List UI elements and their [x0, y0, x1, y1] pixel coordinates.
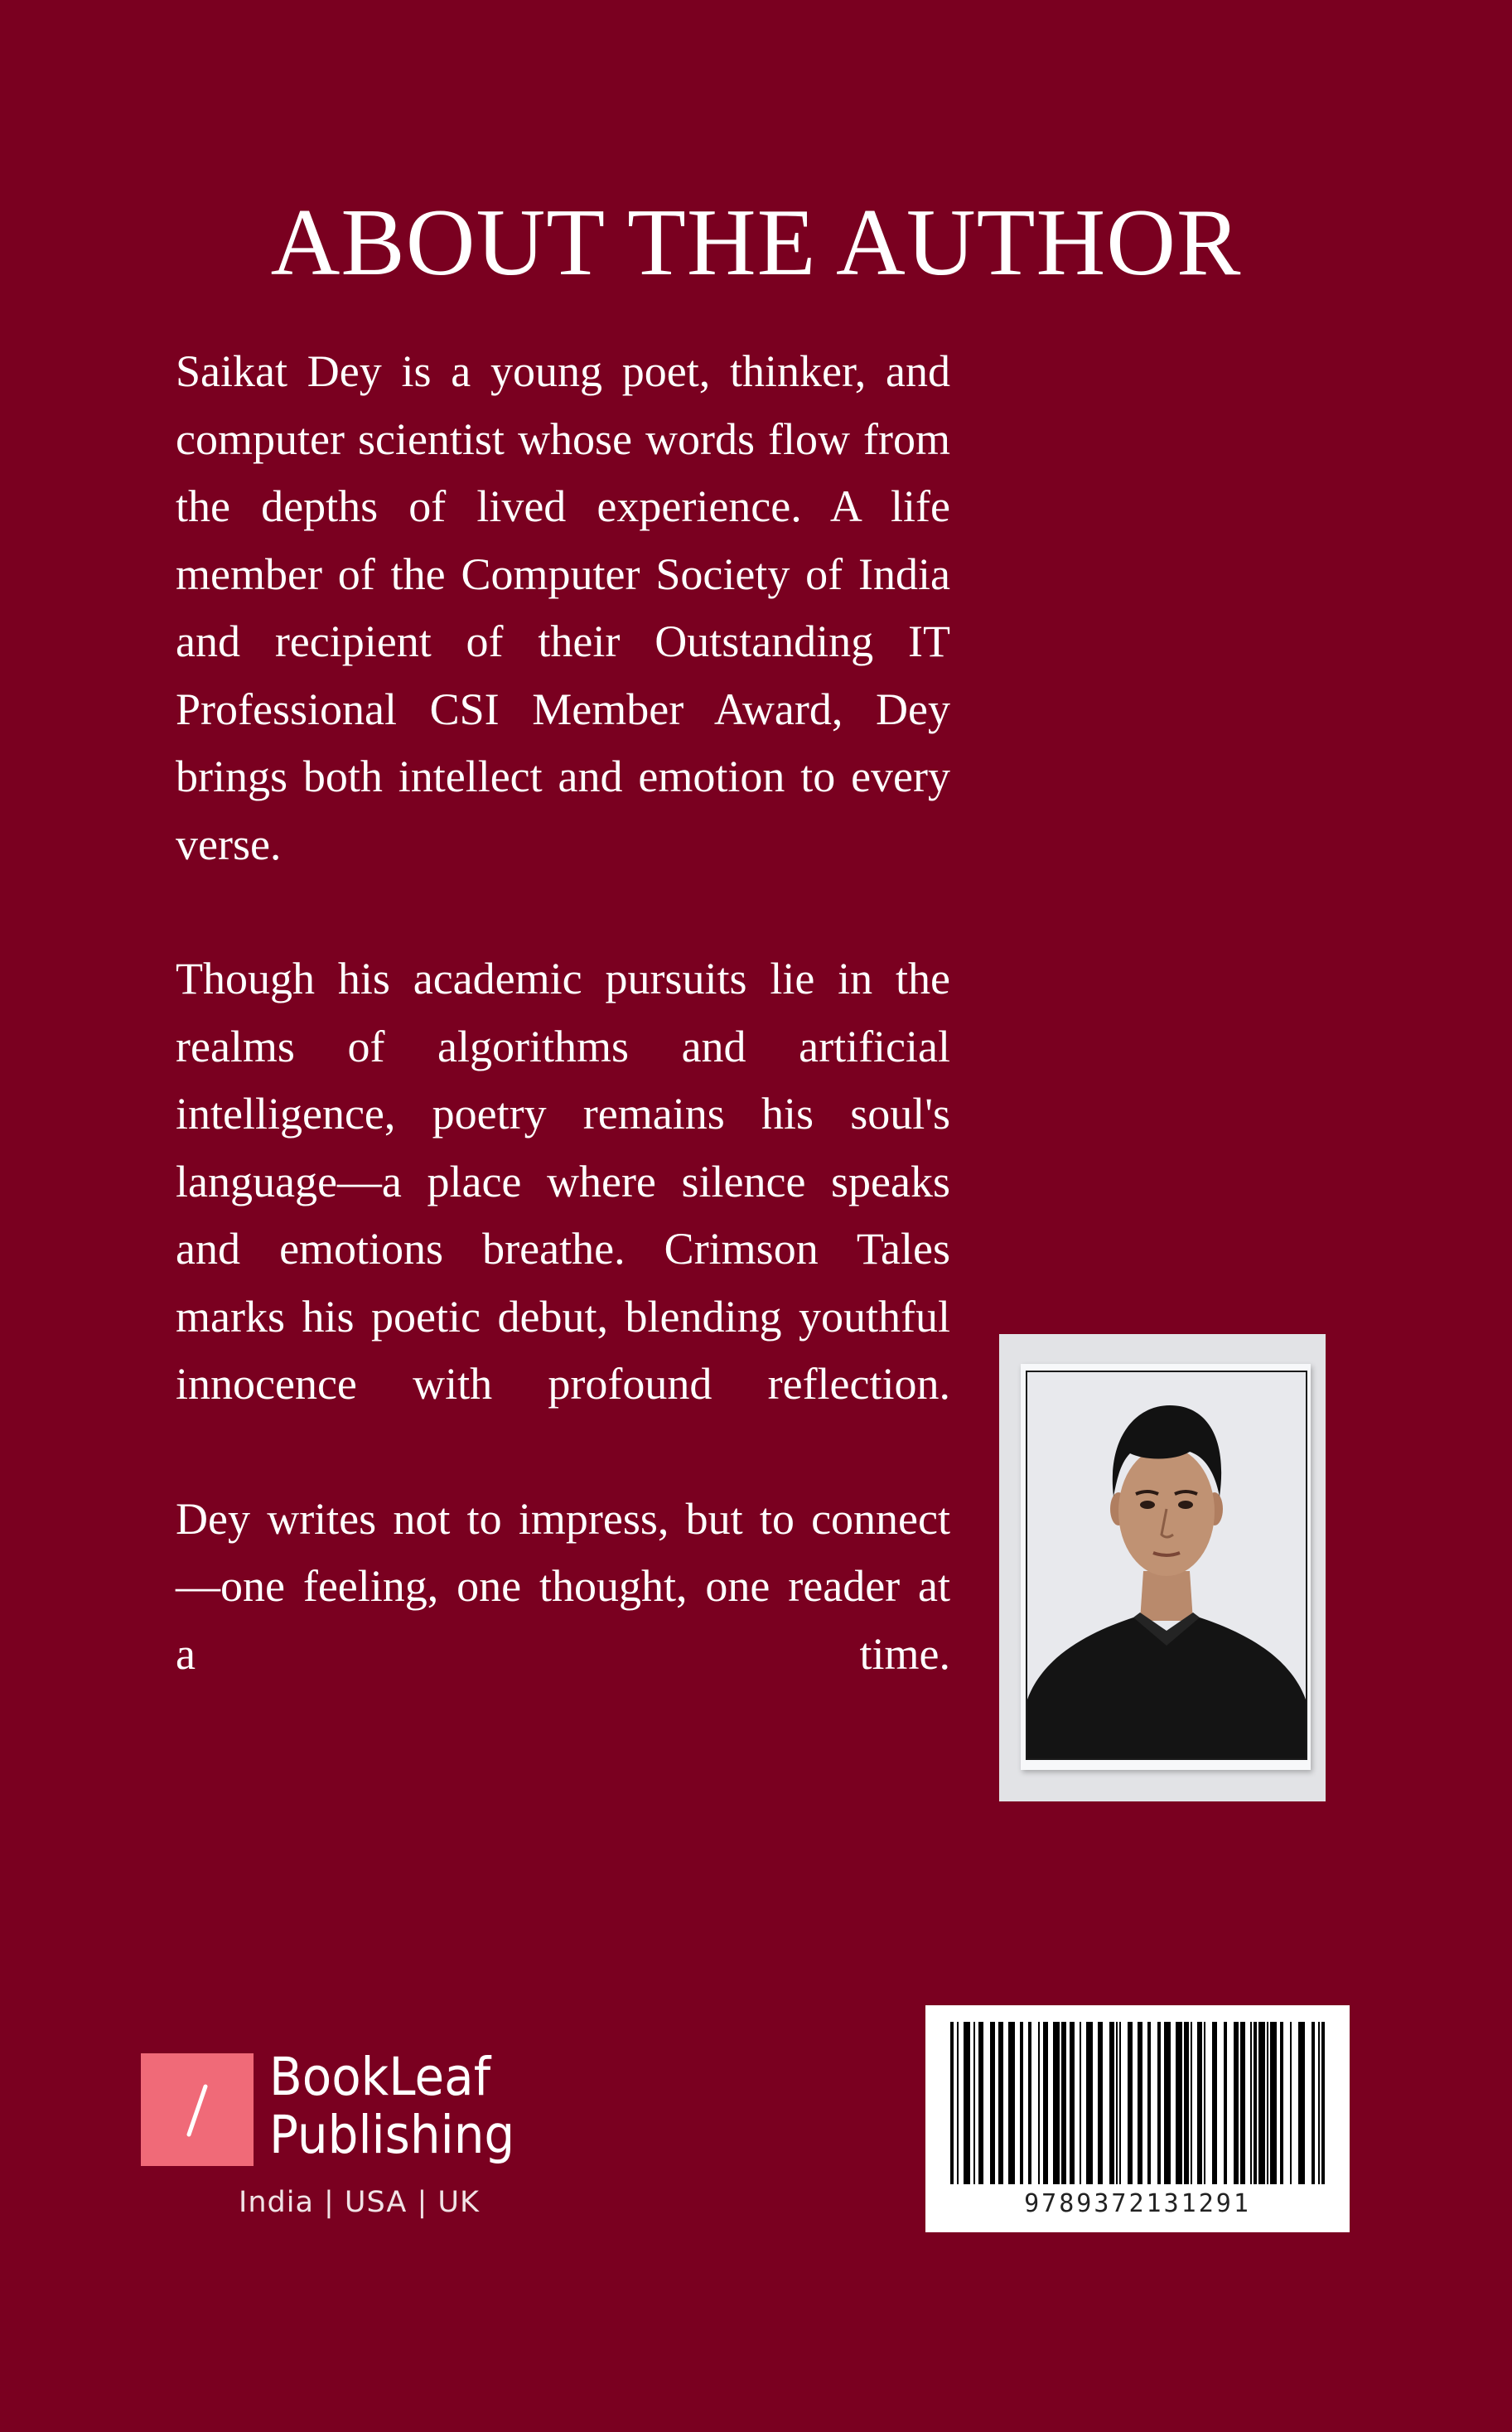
barcode-bar [957, 2022, 959, 2184]
barcode-bar [1204, 2022, 1205, 2184]
slash-icon [141, 2053, 254, 2166]
barcode-bar [1318, 2022, 1320, 2184]
barcode-bar [1267, 2022, 1268, 2184]
page-title: ABOUT THE AUTHOR [270, 190, 1242, 296]
barcode-bar [1053, 2022, 1060, 2184]
barcode-bar [1043, 2022, 1048, 2184]
barcode-bar [1234, 2022, 1239, 2184]
publisher-logo [141, 2047, 555, 2236]
barcode-bar [1020, 2022, 1023, 2184]
publisher-name-line-2: Publishing [269, 2105, 515, 2165]
barcode-bar [1212, 2022, 1217, 2184]
bio-paragraph-3: Dey writes not to impress, but to connect—one feeling, one thought, one reader at a time. [176, 1493, 950, 1679]
barcode-bar [1109, 2022, 1114, 2184]
barcode-bar [1191, 2022, 1192, 2184]
barcode-bar [1270, 2022, 1277, 2184]
publisher-logo-mark [141, 2053, 254, 2166]
barcode-bar [1176, 2022, 1182, 2184]
barcode-bar [1098, 2022, 1103, 2184]
publisher-name [269, 2048, 514, 2164]
isbn-barcode [925, 2005, 1350, 2232]
publisher-locations: India | USA | UK [239, 2186, 480, 2219]
barcode-bar [964, 2022, 970, 2184]
barcode-bar [1116, 2022, 1118, 2184]
barcode-bar [1119, 2022, 1121, 2184]
barcode-bar [1290, 2022, 1292, 2184]
barcode-bar [1280, 2022, 1283, 2184]
photo-card [1021, 1364, 1311, 1770]
barcode-bar [1138, 2022, 1142, 2184]
barcode-bar [1086, 2022, 1093, 2184]
barcode-bar [1164, 2022, 1171, 2184]
barcode-bar [1080, 2022, 1081, 2184]
barcode-bar [973, 2022, 975, 2184]
barcode-bar [1240, 2022, 1245, 2184]
barcode-bar [1258, 2022, 1265, 2184]
barcode-bar [1008, 2022, 1015, 2184]
barcode-bar [1061, 2022, 1066, 2184]
barcode-bar [1147, 2022, 1151, 2184]
barcode-bar [1184, 2022, 1189, 2184]
author-portrait [1026, 1371, 1307, 1760]
barcode-bar [1298, 2022, 1305, 2184]
barcode-bar [1197, 2022, 1202, 2184]
barcode-bar [1321, 2022, 1325, 2184]
portrait-illustration [1027, 1372, 1306, 1758]
barcode-bar [1070, 2022, 1075, 2184]
bio-paragraph-1: Saikat Dey is a young poet, thinker, and computer scientist whose words flow from the depths of lived experience. A life member of the Computer Society of India and recipient of their Outstanding IT Professional CSI Member Award, Dey brings both intellect and emotion to every verse. [176, 346, 950, 869]
barcode-bar [978, 2022, 983, 2184]
publisher-name-line-1: BookLeaf [269, 2047, 491, 2107]
barcode-bar [1312, 2022, 1315, 2184]
author-photo [999, 1334, 1326, 1801]
barcode-bar [998, 2022, 1003, 2184]
barcode-bar [1157, 2022, 1161, 2184]
barcode-bar [1038, 2022, 1040, 2184]
barcode-bar [1224, 2022, 1227, 2184]
bio-paragraph-2: Though his academic pursuits lie in the realms of algorithms and artificial intelligence, poetry remains his soul's language—a place where silence speaks and emotions breathe. Crimson Tales marks his poetic debut, blending youthful innocence with profound reflection. [176, 954, 950, 1409]
isbn-number: 9789372131291 [1024, 2189, 1251, 2218]
author-bio [176, 338, 950, 1688]
barcode-bar [990, 2022, 995, 2184]
barcode-bar [1250, 2022, 1252, 2184]
barcode-bar [1128, 2022, 1133, 2184]
barcode-bar [950, 2022, 954, 2184]
barcode-bar [1254, 2022, 1257, 2184]
barcode-bar [1028, 2022, 1031, 2184]
